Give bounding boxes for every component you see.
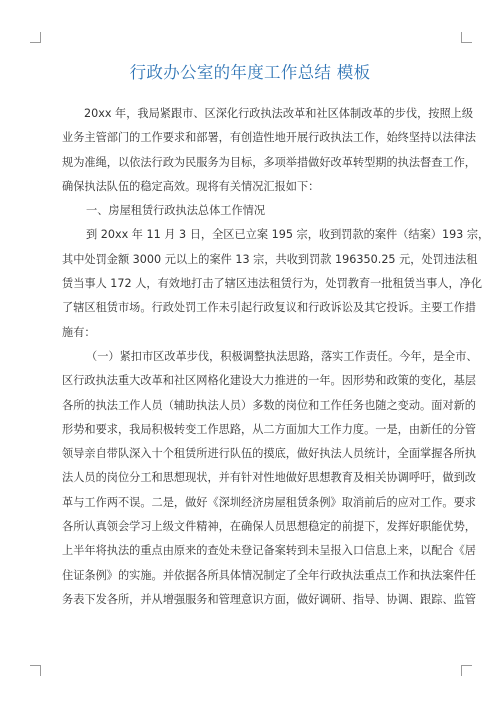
paragraph-line: 务表下发各所，并从增强服务和管理意识方面，做好调研、指导、协调、跟踪、监管 — [62, 592, 476, 606]
paragraph-line: 规为准绳，以依法行政为民服务为目标，多项举措做好改革转型期的执法督查工作， — [62, 155, 476, 169]
document-title: 行政办公室的年度工作总结 模板 — [129, 63, 371, 82]
crop-mark-bottom-right — [461, 665, 472, 676]
paragraph-line: 各所的执法工作人员（辅助执法人员）多数的岗位和工作任务也随之变动。面对新的 — [62, 398, 476, 412]
paragraph-line: （一）紧扣市区改革步伐，积极调整执法思路，落实工作责任。今年，是全市、 — [86, 349, 478, 363]
crop-mark-top-left — [30, 32, 41, 43]
paragraph-line: 区行政执法重大改革和社区网格化建设大力推进的一年。因形势和政策的变化，基层 — [62, 374, 476, 388]
paragraph-line: 其中处罚金额 3000 元以上的案件 13 宗，共收到罚款 196350.25 元，处罚违法租 — [62, 252, 478, 266]
paragraph-line: 20xx 年，我局紧跟市、区深化行政执法改革和社区体制改革的步伐，按照上级 — [84, 107, 474, 120]
document-body — [62, 102, 490, 612]
paragraph-line: 业务主管部门的工作要求和部署，有创造性地开展行政执法工作，始终坚持以法律法 — [62, 131, 476, 145]
paragraph-line: 住证条例》的实施。并依据各所具体情况制定了全年行政执法重点工作和执法案件任 — [62, 568, 476, 582]
paragraph-line: 施有： — [62, 325, 96, 339]
paragraph-line: 上半年将执法的重点由原来的查处未登记备案转到未呈报入口信息上来，以配合《居 — [62, 544, 476, 558]
paragraph-line: 了辖区租赁市场。行政处罚工作未引起行政复议和行政诉讼及其它投诉。主要工作措 — [62, 301, 476, 315]
paragraph-line: 赁当事人 172 人，有效地打击了辖区违法租赁行为，处罚教育一批租赁当事人，净化 — [62, 277, 483, 291]
section-heading: 一、房屋租赁行政执法总体工作情况 — [86, 204, 266, 218]
paragraph-line: 各所认真领会学习上级文件精神，在确保人员思想稳定的前提下，发挥好职能优势， — [62, 520, 476, 534]
paragraph-line: 确保执法队伍的稳定高效。现将有关情况汇报如下： — [62, 179, 320, 193]
paragraph-line: 法人员的岗位分工和思想现状，并有针对性地做好思想教育及相关协调呼吁，做到改 — [62, 471, 476, 485]
paragraph-line: 到 20xx 年 11 月 3 日，全区已立案 195 宗，收到罚款的案件（结案）193 宗， — [86, 228, 490, 242]
paragraph-line: 形势和要求，我局积极转变工作思路，从二方面加大工作力度。一是，由新任的分管 — [62, 422, 476, 436]
crop-mark-bottom-left — [30, 665, 41, 676]
paragraph-line: 领导亲自带队深入十个租赁所进行队伍的摸底，做好执法人员统计，全面掌握各所执 — [62, 447, 476, 461]
paragraph-line: 革与工作两不误。二是，做好《深圳经济房屋租赁条例》取消前后的应对工作。要求 — [62, 495, 476, 509]
crop-mark-top-right — [461, 32, 472, 43]
